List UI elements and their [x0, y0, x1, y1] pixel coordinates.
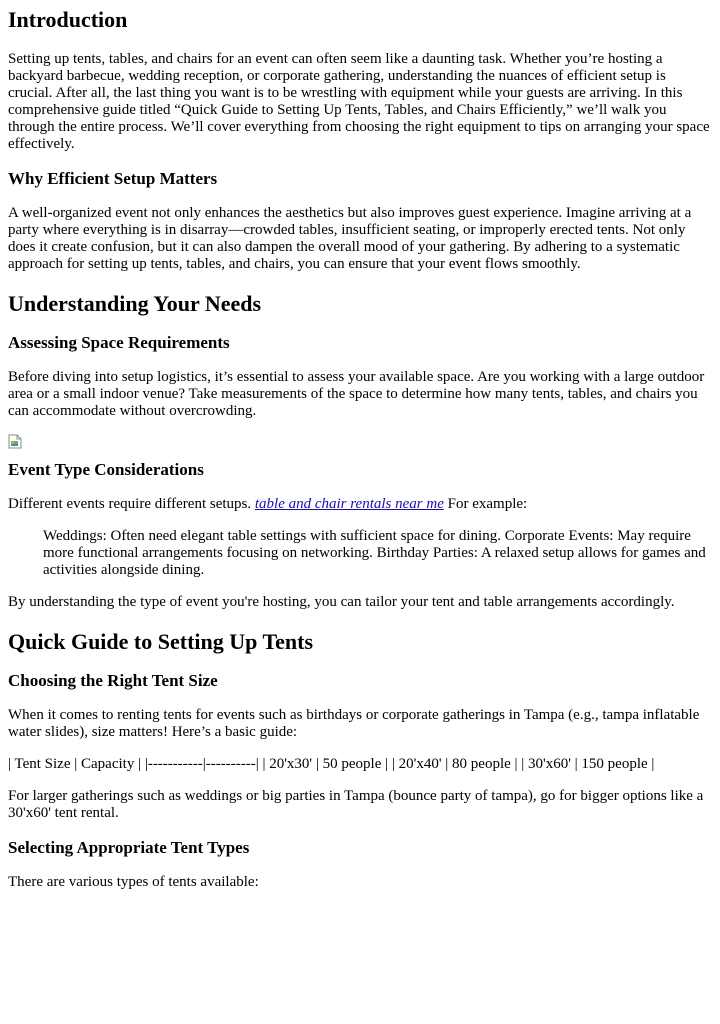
paragraph-introduction: Setting up tents, tables, and chairs for an event can often seem like a daunting task. Whether you’re hosting a backyard barbecue, wedding reception, or corporate gathering, understanding the nuances of efficient setup is crucial. After all, the last thing you want is to be wrestling with equipment while your guests are arriving. In this comprehensive guide titled “Quick Guide to Setting Up Tents, Tables, and Chairs Efficiently,” we’ll walk you through the entire process. We’ll cover everything from choosing the right equipment to tips on arranging your space effectively. — [8, 51, 710, 152]
paragraph-event-type — [8, 496, 712, 513]
heading-tent-size: Choosing the Right Tent Size — [8, 671, 218, 690]
heading-event-type: Event Type Considerations — [8, 460, 204, 479]
paragraph-tent-types: There are various types of tents available: — [8, 874, 259, 890]
heading-understanding-needs: Understanding Your Needs — [8, 291, 262, 316]
heading-quick-guide-tents: Quick Guide to Setting Up Tents — [8, 629, 314, 654]
paragraph-tent-size: When it comes to renting tents for events such as birthdays or corporate gatherings in Tampa (e.g., tampa inflatable water slides), size matters! Here’s a basic guide: — [8, 707, 700, 740]
event-type-intro-after: For example: — [443, 496, 528, 512]
broken-image-icon — [8, 434, 22, 449]
event-type-intro: Different events require different setups. — [8, 496, 252, 512]
paragraph-assessing-space: Before diving into setup logistics, it’s essential to assess your available space. Are you working with a large outdoor area or a small indoor venue? Take measurements of the space to determine how many tents, tables, and chairs you can accommodate without overcrowding. — [8, 369, 705, 419]
rentals-link[interactable]: table and chair rentals near me — [254, 496, 444, 512]
heading-why-efficient-setup: Why Efficient Setup Matters — [8, 169, 218, 188]
paragraph-larger-gatherings: For larger gatherings such as weddings or big parties in Tampa (bounce party of tampa), go for bigger options like a 30'x60' tent rental. — [8, 788, 704, 821]
heading-tent-types: Selecting Appropriate Tent Types — [8, 838, 250, 857]
paragraph-why-efficient-setup: A well-organized event not only enhances the aesthetics but also improves guest experience. Imagine arriving at a party where everything is in disarray—crowded tables, insufficient seating, or improperly erected tents. Not only does it create confusion, but it can also dampen the overall mood of your gathering. By adhering to a systematic approach for setting up tents, tables, and chairs, you can ensure that your event flows smoothly. — [8, 205, 692, 272]
event-types-blockquote: Weddings: Often need elegant table settings with sufficient space for dining. Corporate Events: May require more functional arrangements focusing on networking. Birthday Parties: A relaxed setup allows for games and activities alongside dining. — [43, 528, 706, 578]
article — [0, 7, 720, 891]
image-container — [8, 434, 712, 452]
heading-introduction: Introduction — [8, 7, 128, 32]
tent-size-table-text: | Tent Size | Capacity | |-----------|----------| | 20'x30' | 50 people | | 20'x40' | 80 people | | 30'x60' | 150 people | — [8, 756, 655, 772]
paragraph-event-type-closing: By understanding the type of event you're hosting, you can tailor your tent and table arrangements accordingly. — [8, 594, 675, 610]
heading-assessing-space: Assessing Space Requirements — [8, 333, 230, 352]
